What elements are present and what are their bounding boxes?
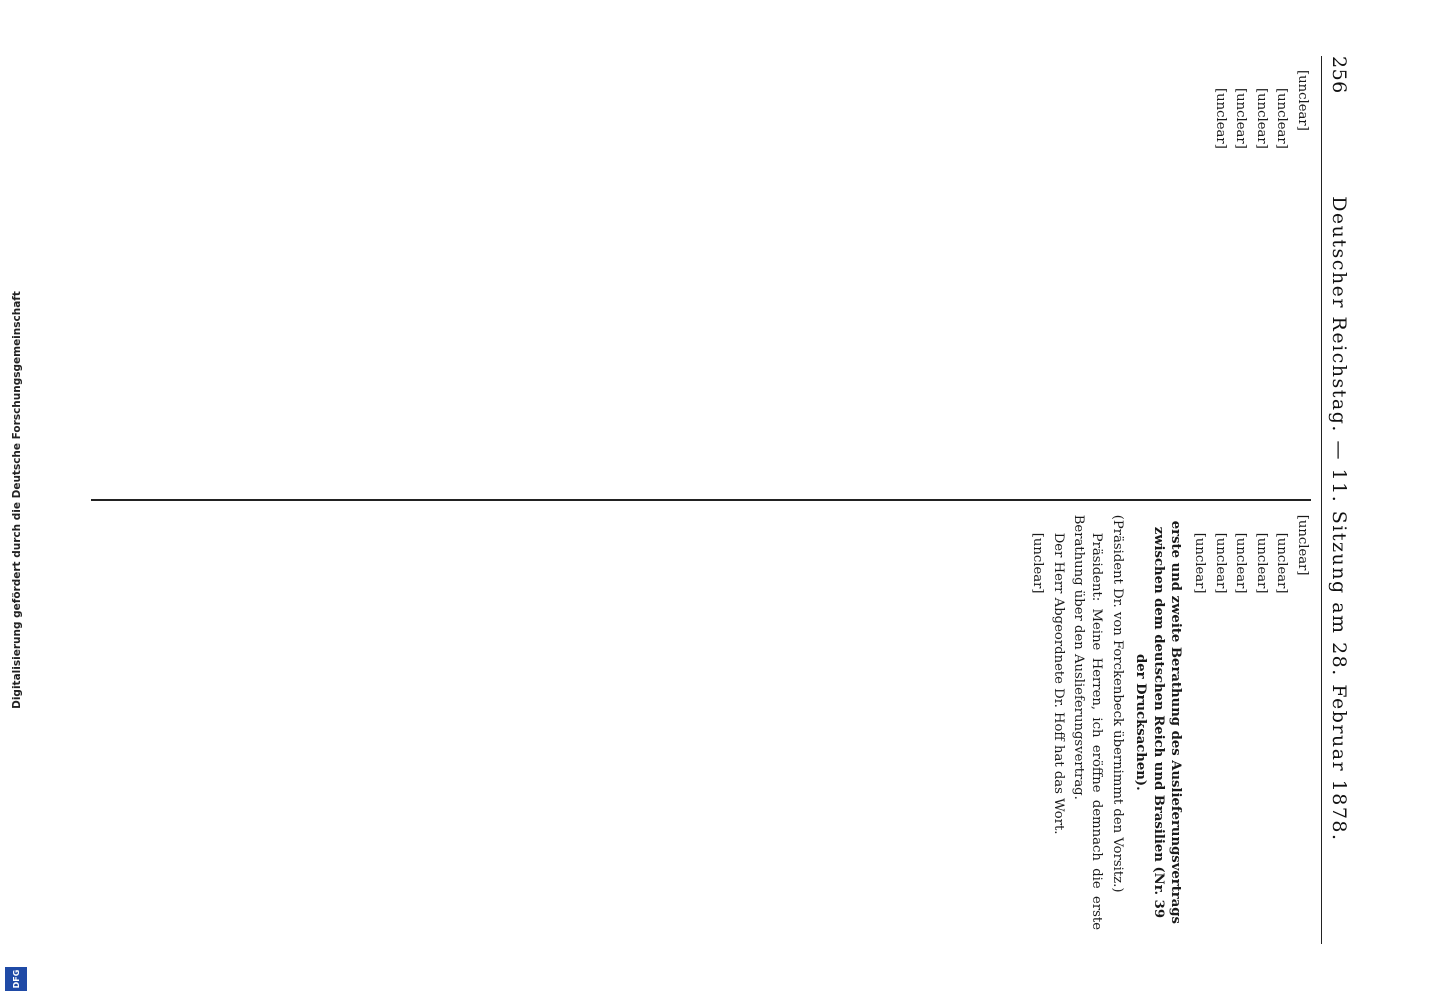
paragraph: [unclear] — [1295, 514, 1310, 576]
paragraph: [unclear] — [1192, 532, 1208, 594]
paragraph: [unclear] — [1212, 88, 1228, 149]
agenda-heading: erste und zweite Berathung des Auslieferungsvertrags zwischen dem deutschen Reich und Brasilien (Nr. 39 der Drucksachen). — [1133, 520, 1184, 924]
left-column — [91, 56, 1311, 499]
dfg-logo-icon: DFG — [5, 967, 27, 991]
digitization-credit — [0, 0, 34, 1000]
paragraph: [unclear] — [1233, 88, 1249, 149]
text-columns — [91, 56, 1311, 944]
paragraph: [unclear] — [1233, 532, 1249, 594]
speaker-line: Der Herr Abgeordnete Dr. Hoff hat das Wort. — [1050, 532, 1066, 835]
paragraph: [unclear] — [1030, 532, 1046, 594]
running-header — [1321, 56, 1350, 944]
right-column — [91, 501, 1311, 944]
running-title: Deutscher Reichstag. — 11. Sitzung am 28. Februar 1878. — [1328, 196, 1350, 842]
chair-note: (Präsident Dr. von Forckenbeck übernimmt den Vorsitz.) — [1109, 514, 1125, 893]
paragraph: [unclear] — [1253, 88, 1269, 149]
paragraph: [unclear] — [1212, 532, 1228, 594]
credit-text: Digitalisierung gefördert durch die Deutsche Forschungsgemeinschaft — [11, 291, 23, 709]
page-number: 256 — [1328, 56, 1350, 94]
paragraph: [unclear] — [1274, 532, 1290, 594]
president-statement: Präsident: Meine Herren, ich eröffne demnach die erste Berathung über den Auslieferungsvertrag. — [1071, 514, 1105, 931]
paragraph: [unclear] — [1253, 532, 1269, 594]
scanned-page — [56, 20, 1376, 980]
paragraph: [unclear] — [1274, 88, 1290, 149]
paragraph: [unclear] — [1295, 70, 1310, 131]
